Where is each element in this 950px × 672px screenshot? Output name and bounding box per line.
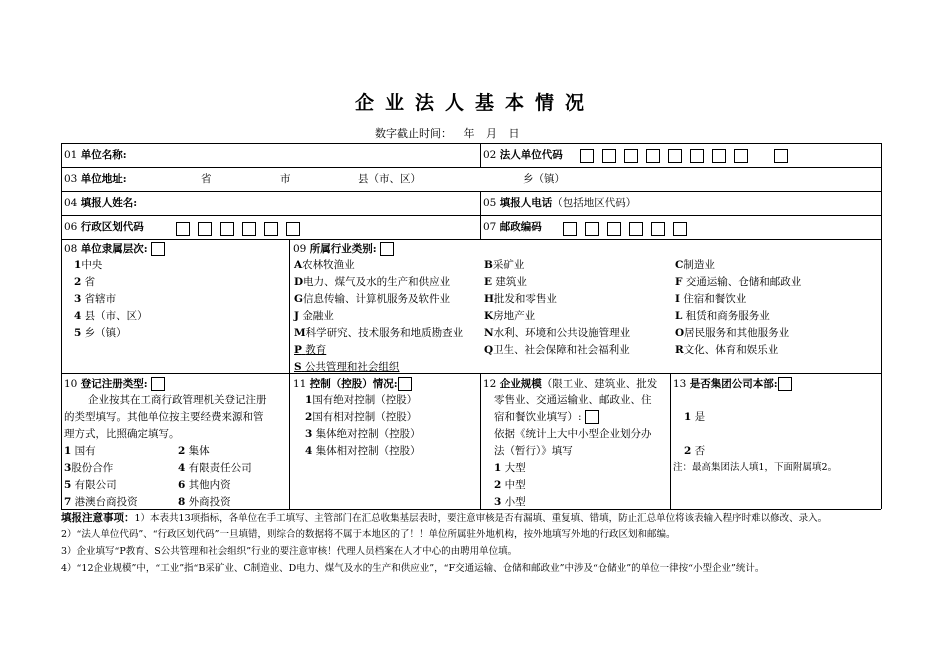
table-border-right	[881, 143, 882, 509]
list-item: 4 集体相对控制（控股）	[305, 445, 421, 457]
row-divider	[61, 215, 881, 216]
industry-item: K房地产业	[484, 310, 536, 322]
enterprise-scale-box[interactable]	[585, 410, 599, 424]
list-item: 5 有限公司	[64, 479, 117, 491]
affiliation-level-box[interactable]	[151, 242, 165, 256]
code-box[interactable]	[176, 222, 190, 236]
industry-item: E 建筑业	[484, 276, 527, 288]
page-title: 企业法人基本情况	[354, 92, 595, 114]
field-06-admin-division-code: 06 行政区划代码	[64, 221, 144, 233]
col-divider	[480, 143, 481, 167]
list-item: 1 国有	[64, 445, 96, 457]
code-box[interactable]	[690, 149, 704, 163]
code-box[interactable]	[563, 222, 577, 236]
industry-item: L 租赁和商务服务业	[675, 310, 770, 322]
legal-unit-code-boxes[interactable]	[580, 149, 796, 163]
row-divider	[61, 167, 881, 168]
table-border-top	[61, 143, 881, 144]
field-03-unit-address: 03 单位地址:	[64, 173, 127, 185]
code-box[interactable]	[602, 149, 616, 163]
option-yes: 1 是	[684, 411, 706, 423]
code-box[interactable]	[264, 222, 278, 236]
industry-item: G信息传输、计算机服务及软件业	[294, 293, 450, 305]
industry-item: N水利、环境和公共设施管理业	[484, 327, 631, 339]
industry-item: I 住宿和餐饮业	[675, 293, 747, 305]
industry-item: A农林牧渔业	[294, 259, 355, 271]
address-province: 省	[201, 173, 212, 185]
code-box[interactable]	[673, 222, 687, 236]
industry-item: D电力、煤气及水的生产和供应业	[294, 276, 451, 288]
code-box[interactable]	[585, 222, 599, 236]
deadline-label: 数字截止时间：	[375, 127, 452, 140]
list-item: 1中央	[74, 259, 103, 271]
field-11-control-status: 11 控制（控股）情况:	[293, 377, 420, 391]
data-deadline	[375, 125, 528, 141]
industry-item: F 交通运输、仓储和邮政业	[675, 276, 802, 288]
field-12-enterprise-scale: 12 企业规模（限工业、建筑业、批发	[483, 378, 658, 390]
table-border-bottom	[61, 509, 881, 510]
note-1: 填报注意事项：1）本表共13项指标，各单位在手工填写、主管部门在汇总收集基层表时，要注意审核是否有漏填、重复填、错填，防止汇总单位将该表输入程序时难以修改、录入。	[61, 512, 828, 524]
scale-desc-line: 零售业、交通运输业、邮政业、住	[494, 394, 652, 406]
industry-item: R文化、体育和娱乐业	[675, 344, 779, 356]
deadline-year: 年	[463, 127, 475, 140]
industry-item: M科学研究、技术服务和地质勘查业	[294, 327, 464, 339]
postal-code-boxes[interactable]	[563, 222, 695, 236]
col-divider	[480, 191, 481, 239]
group-headquarters-box[interactable]	[778, 377, 792, 391]
list-item: 3 小型	[494, 496, 526, 508]
col-divider	[670, 373, 671, 509]
code-box[interactable]	[198, 222, 212, 236]
industry-item: B采矿业	[484, 259, 525, 271]
registration-desc-line: 理方式，比照确定填写。	[64, 428, 180, 440]
registration-desc-line: 的类型填写。其他单位按主要经费来源和管	[64, 411, 264, 423]
col-divider	[480, 373, 481, 509]
address-county: 县（市、区）	[358, 173, 421, 185]
table-border-left	[61, 143, 62, 509]
list-item: 8 外商投资	[178, 496, 231, 508]
code-box[interactable]	[646, 149, 660, 163]
field-09-industry-category: 09 所属行业类别:	[293, 242, 402, 256]
code-box[interactable]	[624, 149, 638, 163]
list-item: 5 乡（镇）	[74, 327, 127, 339]
field-01-unit-name: 01 单位名称:	[64, 149, 127, 161]
code-box[interactable]	[242, 222, 256, 236]
list-item: 7 港澳台商投资	[64, 496, 138, 508]
list-item: 6 其他内资	[178, 479, 231, 491]
field-13-group-headquarters: 13 是否集团公司本部:	[673, 377, 800, 391]
scale-desc-line: 宿和餐饮业填写）:	[494, 410, 607, 424]
list-item: 2国有相对控制（控股）	[305, 411, 418, 423]
row-divider	[61, 373, 881, 374]
list-item: 3 省辖市	[74, 293, 117, 305]
code-box[interactable]	[286, 222, 300, 236]
field-07-postal-code: 07 邮政编码	[483, 221, 542, 233]
registration-desc-line: 企业按其在工商行政管理机关登记注册	[88, 394, 267, 406]
address-city: 市	[280, 173, 291, 185]
industry-item: J 金融业	[294, 310, 334, 322]
field-04-reporter-name: 04 填报人姓名:	[64, 197, 138, 209]
code-box[interactable]	[580, 149, 594, 163]
code-box[interactable]	[629, 222, 643, 236]
list-item: 4 县（市、区）	[74, 310, 148, 322]
code-box[interactable]	[712, 149, 726, 163]
admin-division-code-boxes[interactable]	[176, 222, 308, 236]
deadline-month: 月	[486, 127, 497, 140]
industry-category-box[interactable]	[380, 242, 394, 256]
code-box[interactable]	[651, 222, 665, 236]
field-02-legal-unit-code: 02 法人单位代码	[483, 149, 563, 161]
registration-type-box[interactable]	[151, 377, 165, 391]
industry-item: S 公共管理和社会组织	[294, 361, 400, 373]
note-2: 2）“法人单位代码”、“行政区划代码”一旦填错，则综合的数据将不属于本地区的了！！单位所属驻外地机构，按外地填写外地的行政区划和邮编。	[61, 529, 676, 540]
list-item: 1国有绝对控制（控股）	[305, 394, 418, 406]
list-item: 3股份合作	[64, 462, 114, 474]
group-note: 注：最高集团法人填1，下面附属填2。	[673, 462, 838, 473]
code-box[interactable]	[607, 222, 621, 236]
note-3: 3）企业填写“P教育、S公共管理和社会组织”行业的要注意审核！代理人员档案在人才中心的由聘用单位填。	[61, 546, 518, 557]
col-divider	[289, 239, 290, 509]
scale-desc-line: 法（暂行）》填写	[494, 445, 573, 457]
control-status-box[interactable]	[398, 377, 412, 391]
industry-item: C制造业	[675, 259, 715, 271]
address-town: 乡（镇）	[523, 173, 565, 185]
row-divider	[61, 191, 881, 192]
deadline-day: 日	[508, 127, 520, 140]
list-item: 3 集体绝对控制（控股）	[305, 428, 421, 440]
field-05-reporter-phone: 05 填报人电话（包括地区代码）	[483, 197, 637, 209]
option-no: 2 否	[684, 445, 706, 457]
list-item: 1 大型	[494, 462, 526, 474]
scale-desc-line: 依据《统计上大中小型企业划分办	[494, 428, 652, 440]
list-item: 2 中型	[494, 479, 526, 491]
industry-item: Q卫生、社会保障和社会福利业	[484, 344, 630, 356]
list-item: 2 省	[74, 276, 96, 288]
list-item: 4 有限责任公司	[178, 462, 252, 474]
code-box[interactable]	[734, 149, 748, 163]
code-box[interactable]	[220, 222, 234, 236]
industry-item: H批发和零售业	[484, 293, 557, 305]
code-box[interactable]	[668, 149, 682, 163]
row-divider	[61, 239, 881, 240]
note-4: 4）“12企业规模”中，“工业”指“B采矿业、C制造业、D电力、煤气及水的生产和供应业”，“F交通运输、仓储和邮政业”中涉及“仓储业”的单位一律按“小型企业”统计。	[61, 563, 765, 574]
check-code-box[interactable]	[774, 149, 788, 163]
field-08-affiliation-level: 08 单位隶属层次:	[64, 242, 173, 256]
list-item: 2 集体	[178, 445, 210, 457]
industry-item: O居民服务和其他服务业	[675, 327, 790, 339]
field-10-registration-type: 10 登记注册类型:	[64, 377, 173, 391]
industry-item: P 教育	[294, 344, 327, 356]
